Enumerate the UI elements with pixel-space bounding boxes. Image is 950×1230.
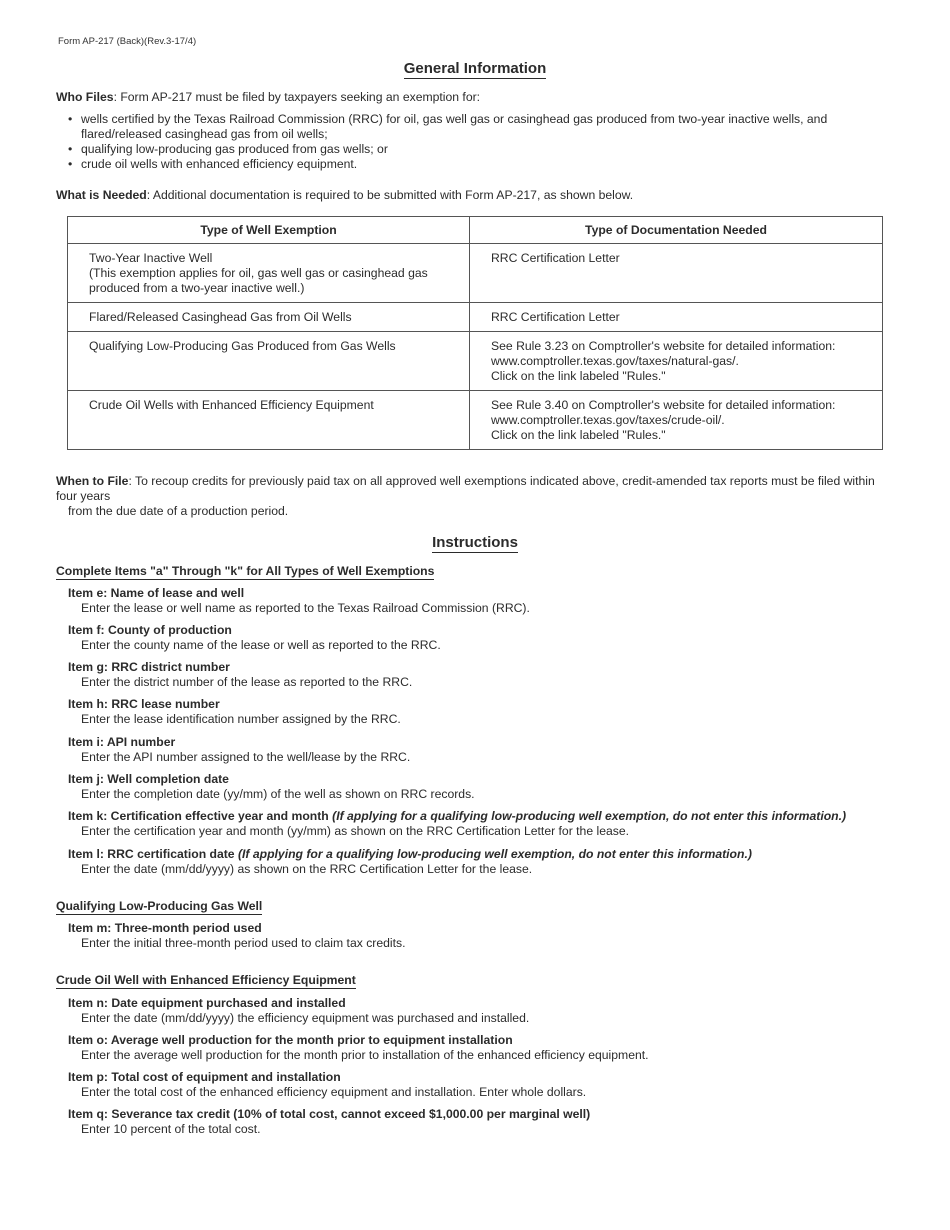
section-heading-all-exemptions: Complete Items "a" Through "k" for All Types of Well Exemptions xyxy=(56,564,435,578)
table-row xyxy=(68,391,883,450)
table-row xyxy=(68,244,883,303)
table-row xyxy=(68,303,883,332)
table-header-row xyxy=(68,217,883,244)
instruction-item-j: Item j: Well completion date Enter the completion date (yy/mm) of the well as shown on RRC records. xyxy=(68,772,475,801)
instruction-item-g: Item g: RRC district number Enter the district number of the lease as reported to the RRC. xyxy=(68,660,413,689)
exemption-list xyxy=(68,112,898,172)
instruction-item-f: Item f: County of production Enter the county name of the lease or well as reported to the RRC. xyxy=(68,623,441,652)
documentation-cell: RRC Certification Letter xyxy=(470,303,883,332)
table-row xyxy=(68,332,883,391)
what-is-needed xyxy=(56,188,898,203)
when-to-file-text: : To recoup credits for previously paid tax on all approved well exemptions indicated above, credit-amended tax reports must be filed within four years xyxy=(56,474,875,503)
instruction-item-m: Item m: Three-month period used Enter the initial three-month period used to claim tax credits. xyxy=(68,921,406,950)
when-to-file xyxy=(56,474,898,519)
instruction-item-l: Item l: RRC certification date (If applying for a qualifying low-producing well exemption, do not enter this information.) Enter the date (mm/dd/yyyy) as shown on the RRC Certification Letter for the lease. xyxy=(68,847,752,876)
section-heading-low-producing: Qualifying Low-Producing Gas Well xyxy=(56,899,263,913)
exemption-cell: Qualifying Low-Producing Gas Produced from Gas Wells xyxy=(68,332,470,391)
instruction-item-k: Item k: Certification effective year and month (If applying for a qualifying low-producing well exemption, do not enter this information.) Enter the certification year and month (yy/mm) as shown on the RRC Certification Letter for the lease. xyxy=(68,809,847,838)
instruction-item-n: Item n: Date equipment purchased and installed Enter the date (mm/dd/yyyy) the efficiency equipment was purchased and installed. xyxy=(68,996,530,1025)
column-header-documentation: Type of Documentation Needed xyxy=(470,217,883,244)
documentation-table xyxy=(67,216,883,450)
who-files-text: : Form AP-217 must be filed by taxpayers seeking an exemption for: xyxy=(113,90,481,104)
list-item: • qualifying low-producing gas produced from gas wells; or xyxy=(68,142,898,157)
what-is-needed-text: : Additional documentation is required to be submitted with Form AP-217, as shown below. xyxy=(146,188,634,202)
instruction-item-p: Item p: Total cost of equipment and installation Enter the total cost of the enhanced efficiency equipment and installation. Enter whole dollars. xyxy=(68,1070,587,1099)
exemption-cell: Flared/Released Casinghead Gas from Oil Wells xyxy=(68,303,470,332)
general-information-heading: General Information xyxy=(403,60,547,77)
exemption-cell: Two-Year Inactive Well (This exemption applies for oil, gas well gas or casinghead gas produced from a two-year inactive well.) xyxy=(68,244,470,303)
instruction-item-h: Item h: RRC lease number Enter the lease identification number assigned by the RRC. xyxy=(68,697,401,726)
instruction-item-i: Item i: API number Enter the API number assigned to the well/lease by the RRC. xyxy=(68,735,411,764)
documentation-cell: See Rule 3.23 on Comptroller's website for detailed information: www.comptroller.texas.gov/taxes/natural-gas/. Click on the link labeled "Rules." xyxy=(470,332,883,391)
documentation-cell: See Rule 3.40 on Comptroller's website for detailed information: www.comptroller.texas.gov/taxes/crude-oil/. Click on the link labeled "Rules." xyxy=(470,391,883,450)
list-item: • wells certified by the Texas Railroad Commission (RRC) for oil, gas well gas or casinghead gas produced from two-year inactive wells, and flared/released casinghead gas from oil wells; xyxy=(68,112,898,142)
section-heading-crude-oil: Crude Oil Well with Enhanced Efficiency Equipment xyxy=(56,973,356,987)
documentation-cell: RRC Certification Letter xyxy=(470,244,883,303)
when-to-file-label: When to File xyxy=(56,474,129,488)
who-files xyxy=(56,90,898,105)
who-files-label: Who Files xyxy=(56,90,114,104)
instructions-heading: Instructions xyxy=(432,534,518,551)
column-header-exemption: Type of Well Exemption xyxy=(68,217,470,244)
form-id: Form AP-217 (Back)(Rev.3-17/4) xyxy=(58,36,197,47)
instruction-item-e: Item e: Name of lease and well Enter the lease or well name as reported to the Texas Railroad Commission (RRC). xyxy=(68,586,530,615)
when-to-file-text-cont: from the due date of a production period. xyxy=(68,504,289,518)
exemption-cell: Crude Oil Wells with Enhanced Efficiency Equipment xyxy=(68,391,470,450)
list-item: • crude oil wells with enhanced efficiency equipment. xyxy=(68,157,898,172)
what-is-needed-label: What is Needed xyxy=(56,188,147,202)
instruction-item-q: Item q: Severance tax credit (10% of total cost, cannot exceed $1,000.00 per marginal well) Enter 10 percent of the total cost. xyxy=(68,1107,591,1136)
instruction-item-o: Item o: Average well production for the month prior to equipment installation Enter the average well production for the month prior to installation of the enhanced efficiency equipment. xyxy=(68,1033,649,1062)
